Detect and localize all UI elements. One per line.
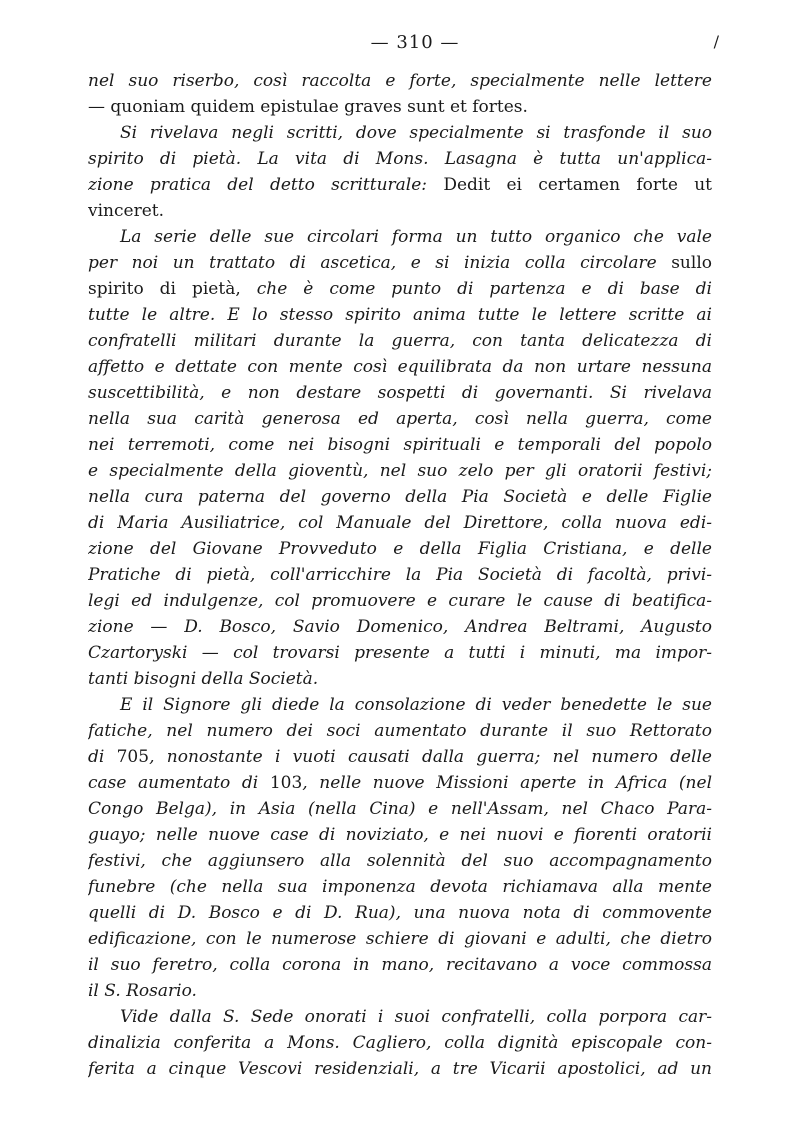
text-span: nella sua carità generosa ed aperta, così nella guerra, come [88,409,712,429]
text-span: Dedit ei certamen forte ut [443,175,712,195]
text-span: che è come punto di partenza e di base di [256,279,712,299]
text-line [88,640,712,666]
text-span: e specialmente della gioventù, nel suo zelo per gli oratorii festivi; [88,461,712,481]
text-span: Czartoryski — col trovarsi presente a tutti i minuti, ma impor- [88,643,712,663]
text-span: E il Signore gli diede la consolazione di veder benedette le sue [120,695,712,715]
text-span: spirito di pietà, [88,279,257,299]
text-span: di Maria Ausiliatrice, col Manuale del Direttore, colla nuova edi- [88,513,712,533]
text-line [88,224,712,250]
text-line [88,172,712,198]
text-line [88,588,712,614]
text-line [88,770,712,796]
text-line [88,510,712,536]
text-line [88,536,712,562]
text-line [88,68,712,94]
text-span: vinceret. [88,201,164,221]
text-span: edificazione, con le numerose schiere di giovani e adulti, che dietro [88,929,712,949]
text-span: tanti bisogni della Società. [88,669,319,689]
text-line [88,380,712,406]
margin-mark: / [713,32,720,51]
text-span: 705 [116,747,150,767]
page-number: — 310 — [370,32,460,53]
text-span: nella cura paterna del governo della Pia Società e delle Figlie [88,487,712,507]
text-line [88,302,712,328]
text-line [88,978,712,1004]
text-span: dinalizia conferita a Mons. Cagliero, colla dignità episcopale con- [88,1033,712,1053]
text-line [88,458,712,484]
text-line [88,926,712,952]
text-span: il S. Rosario. [88,981,197,1001]
text-line [88,276,712,302]
text-line [88,744,712,770]
text-span: , nonostante i vuoti causati dalla guerra; nel numero delle [149,747,712,767]
text-line [88,952,712,978]
text-line [88,146,712,172]
text-span: La serie delle sue circolari forma un tutto organico che vale [120,227,712,247]
text-span: zione del Giovane Provveduto e della Figlia Cristiana, e delle [88,539,712,559]
text-span: Vide dalla S. Sede onorati i suoi confratelli, colla porpora car- [120,1007,712,1027]
text-span: fatiche, nel numero dei soci aumentato durante il suo Rettorato [88,721,712,741]
text-line [88,692,712,718]
text-span: festivi, che aggiunsero alla solennità del suo accompagnamento [88,851,712,871]
text-span: — quoniam quidem epistulae graves sunt et fortes. [88,97,528,117]
text-span: case aumentato di [88,773,270,793]
text-line [88,120,712,146]
text-line [88,1004,712,1030]
page-header [118,32,720,56]
text-line [88,432,712,458]
text-line [88,484,712,510]
text-span: tutte le altre. E lo stesso spirito anima tutte le lettere scritte ai [88,305,712,325]
text-span: spirito di pietà. La vita di Mons. Lasagna è tutta un'applica- [88,149,712,169]
text-span: legi ed indulgenze, col promuovere e curare le cause di beatifica- [88,591,712,611]
text-line [88,328,712,354]
text-span: il suo feretro, colla corona in mano, recitavano a voce commossa [88,955,712,975]
text-span: Congo Belga), in Asia (nella Cina) e nell'Assam, nel Chaco Para- [88,799,712,819]
text-span: confratelli militari durante la guerra, con tanta delicatezza di [88,331,712,351]
text-span: zione pratica del detto scritturale: [88,175,444,195]
text-span: ferita a cinque Vescovi residenziali, a tre Vicarii apostolici, ad un [88,1059,712,1079]
text-span: quelli di D. Bosco e di D. Rua), una nuova nota di commovente [88,903,712,923]
text-span: Si rivelava negli scritti, dove specialmente si trasfonde il suo [120,123,712,143]
text-span: , nelle nuove Missioni aperte in Africa (nel [302,773,712,793]
text-span: di [88,747,117,767]
text-line [88,198,712,224]
text-line [88,900,712,926]
body-text [88,68,712,1082]
text-line [88,250,712,276]
text-span: 103 [269,773,303,793]
text-line [88,406,712,432]
text-line [88,666,712,692]
text-span: sullo [671,253,712,273]
text-span: funebre (che nella sua imponenza devota richiamava alla mente [88,877,712,897]
text-span: nel suo riserbo, così raccolta e forte, specialmente nelle lettere [88,71,712,91]
text-span: per noi un trattato di ascetica, e si inizia colla circolare [88,253,672,273]
text-span: suscettibilità, e non destare sospetti di governanti. Si rivelava [88,383,712,403]
book-page [88,32,720,1082]
text-line [88,848,712,874]
text-span: nei terremoti, come nei bisogni spirituali e temporali del popolo [88,435,712,455]
text-line [88,94,712,120]
text-line [88,874,712,900]
text-line [88,614,712,640]
text-span: zione — D. Bosco, Savio Domenico, Andrea Beltrami, Augusto [88,617,712,637]
text-line [88,1056,712,1082]
text-line [88,718,712,744]
text-span: Pratiche di pietà, coll'arricchire la Pia Società di facoltà, privi- [88,565,712,585]
text-line [88,1030,712,1056]
text-line [88,354,712,380]
text-line [88,822,712,848]
text-span: guayo; nelle nuove case di noviziato, e nei nuovi e fiorenti oratorii [88,825,712,845]
text-line [88,562,712,588]
text-span: affetto e dettate con mente così equilibrata da non urtare nessuna [88,357,712,377]
text-line [88,796,712,822]
